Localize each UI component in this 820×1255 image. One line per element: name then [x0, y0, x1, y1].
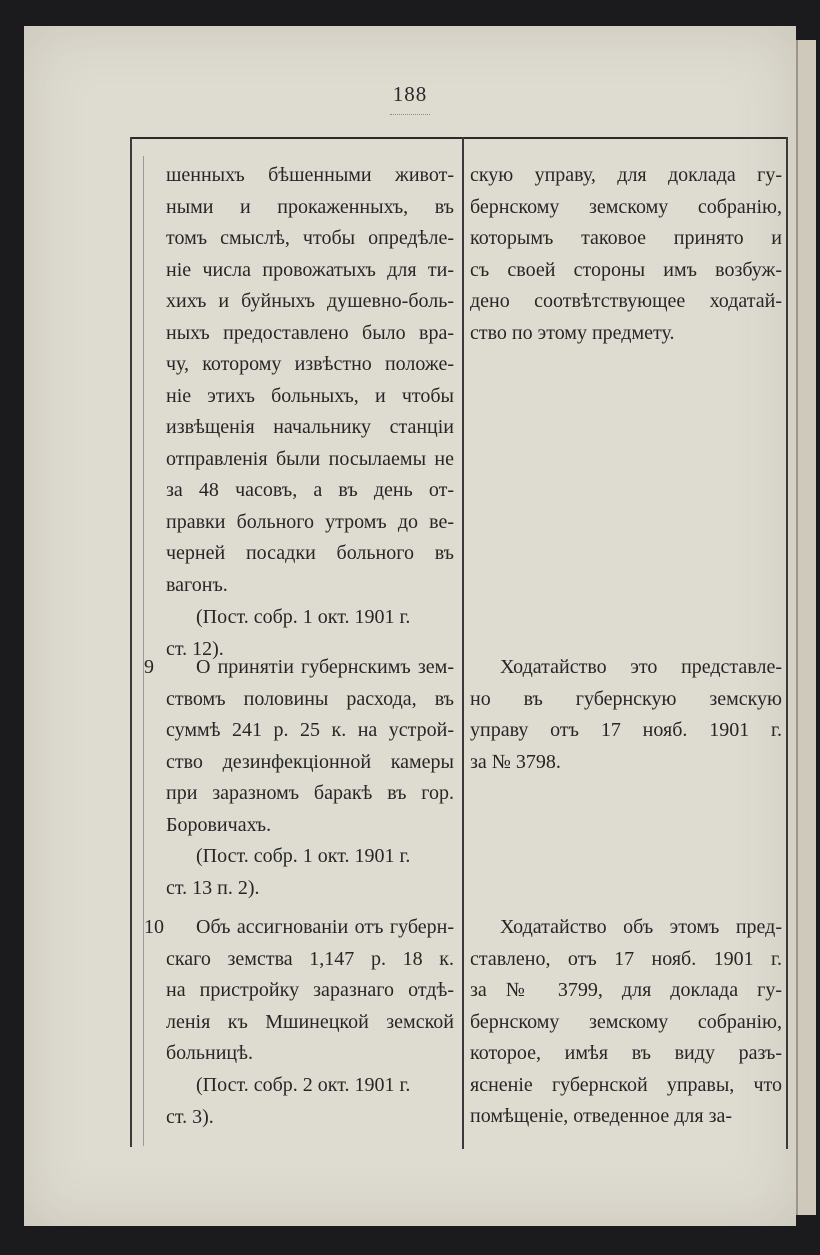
- text-line: скаго земства 1,147 р. 18 к.: [166, 947, 454, 970]
- text-line: ленія къ Мшинецкой земской: [166, 1010, 454, 1033]
- text-line: которое, имѣя въ виду разъ-: [470, 1042, 782, 1064]
- text-line: суммѣ 241 р. 25 к. на устрой-: [166, 719, 454, 741]
- text-line: томъ смыслѣ, чтобы опредѣле-: [166, 227, 454, 249]
- text-line: Ходатайство объ этомъ пред-: [500, 916, 782, 938]
- text-line: Ходатайство это представле-: [500, 656, 782, 678]
- book-page: [24, 26, 796, 1226]
- text-line: вагонъ.: [166, 573, 228, 596]
- text-line: бернскому земскому собранію,: [470, 195, 782, 218]
- left-row-9-text: [166, 652, 454, 841]
- text-line: (Пост. собр. 2 окт. 1901 г.: [196, 1074, 411, 1096]
- text-line: ст. 3).: [166, 1105, 214, 1128]
- column-divider: [462, 137, 464, 1149]
- text-line: больницѣ.: [166, 1042, 253, 1064]
- right-row-9-text: [470, 652, 782, 778]
- left-row-10-text: [166, 912, 454, 1070]
- text-line: Боровичахъ.: [166, 813, 272, 836]
- text-line: О принятіи губернскимъ зем-: [196, 656, 454, 678]
- page-number: 188: [392, 82, 428, 106]
- text-line: на пристройку заразнаго отдѣ-: [166, 979, 454, 1001]
- text-line: ніе этихъ больныхъ, и чтобы: [166, 384, 454, 407]
- text-line: но въ губернскую земскую: [470, 687, 782, 710]
- text-line: ніе числа провожатыхъ для ти-: [166, 258, 454, 281]
- table-right-border: [786, 137, 788, 1149]
- text-line: (Пост. собр. 1 окт. 1901 г.: [196, 606, 411, 628]
- number-column-divider: [143, 156, 144, 1146]
- left-block-1: [166, 160, 454, 601]
- left-row-9-reference: [166, 841, 454, 904]
- text-line: ствомъ половины расхода, въ: [166, 687, 454, 710]
- text-line: дено соотвѣтствующее ходатай-: [470, 290, 782, 312]
- text-line: ство по этому предмету.: [470, 321, 675, 344]
- text-line: чу, которому извѣстно положе-: [166, 353, 454, 375]
- left-row-10-reference: [166, 1070, 454, 1133]
- table-left-border: [130, 137, 132, 1147]
- text-line: скую управу, для доклада гу-: [470, 164, 782, 186]
- text-line: отправленія были посылаемы не: [166, 447, 454, 470]
- text-line: ставлено, отъ 17 нояб. 1901 г.: [470, 947, 782, 970]
- text-line: (Пост. собр. 1 окт. 1901 г.: [196, 845, 411, 867]
- right-block-1: [470, 160, 782, 349]
- adjacent-page-edge: [796, 40, 816, 1215]
- text-line: ство дезинфекціонной камеры: [166, 750, 454, 773]
- text-line: за № 3798.: [470, 750, 561, 773]
- text-line: съ своей стороны имъ возбуж-: [470, 258, 782, 281]
- row-number-10: 10: [144, 916, 164, 938]
- text-line: шенныхъ бѣшенными живот-: [166, 164, 454, 186]
- text-line: управу отъ 17 нояб. 1901 г.: [470, 719, 782, 741]
- text-line: ясненіе губернской управы, что: [470, 1073, 782, 1096]
- text-line: которымъ таковое принято и: [470, 227, 782, 249]
- text-line: помѣщеніе, отведенное для за-: [470, 1105, 733, 1127]
- text-line: ст. 13 п. 2).: [166, 876, 260, 899]
- text-line: за № 3799, для доклада гу-: [470, 979, 782, 1001]
- text-line: ными и прокаженныхъ, въ: [166, 195, 454, 218]
- row-number-9: 9: [144, 656, 154, 678]
- text-line: при заразномъ баракѣ въ гор.: [166, 782, 454, 804]
- text-line: ныхъ предоставлено было вра-: [166, 321, 454, 344]
- page-number-ornament: [390, 114, 430, 115]
- text-line: Объ ассигнованіи отъ губерн-: [196, 916, 454, 938]
- text-line: ст. 12).: [166, 637, 224, 660]
- text-line: черней посадки больного въ: [166, 542, 454, 564]
- text-line: извѣщенія начальнику станціи: [166, 416, 454, 438]
- text-line: хихъ и буйныхъ душевно-боль-: [166, 290, 454, 312]
- table-top-rule: [130, 137, 788, 139]
- text-line: бернскому земскому собранію,: [470, 1010, 782, 1033]
- right-row-10-text: [470, 912, 782, 1133]
- text-line: правки больного утромъ до ве-: [166, 510, 454, 533]
- text-line: за 48 часовъ, а въ день от-: [166, 479, 454, 501]
